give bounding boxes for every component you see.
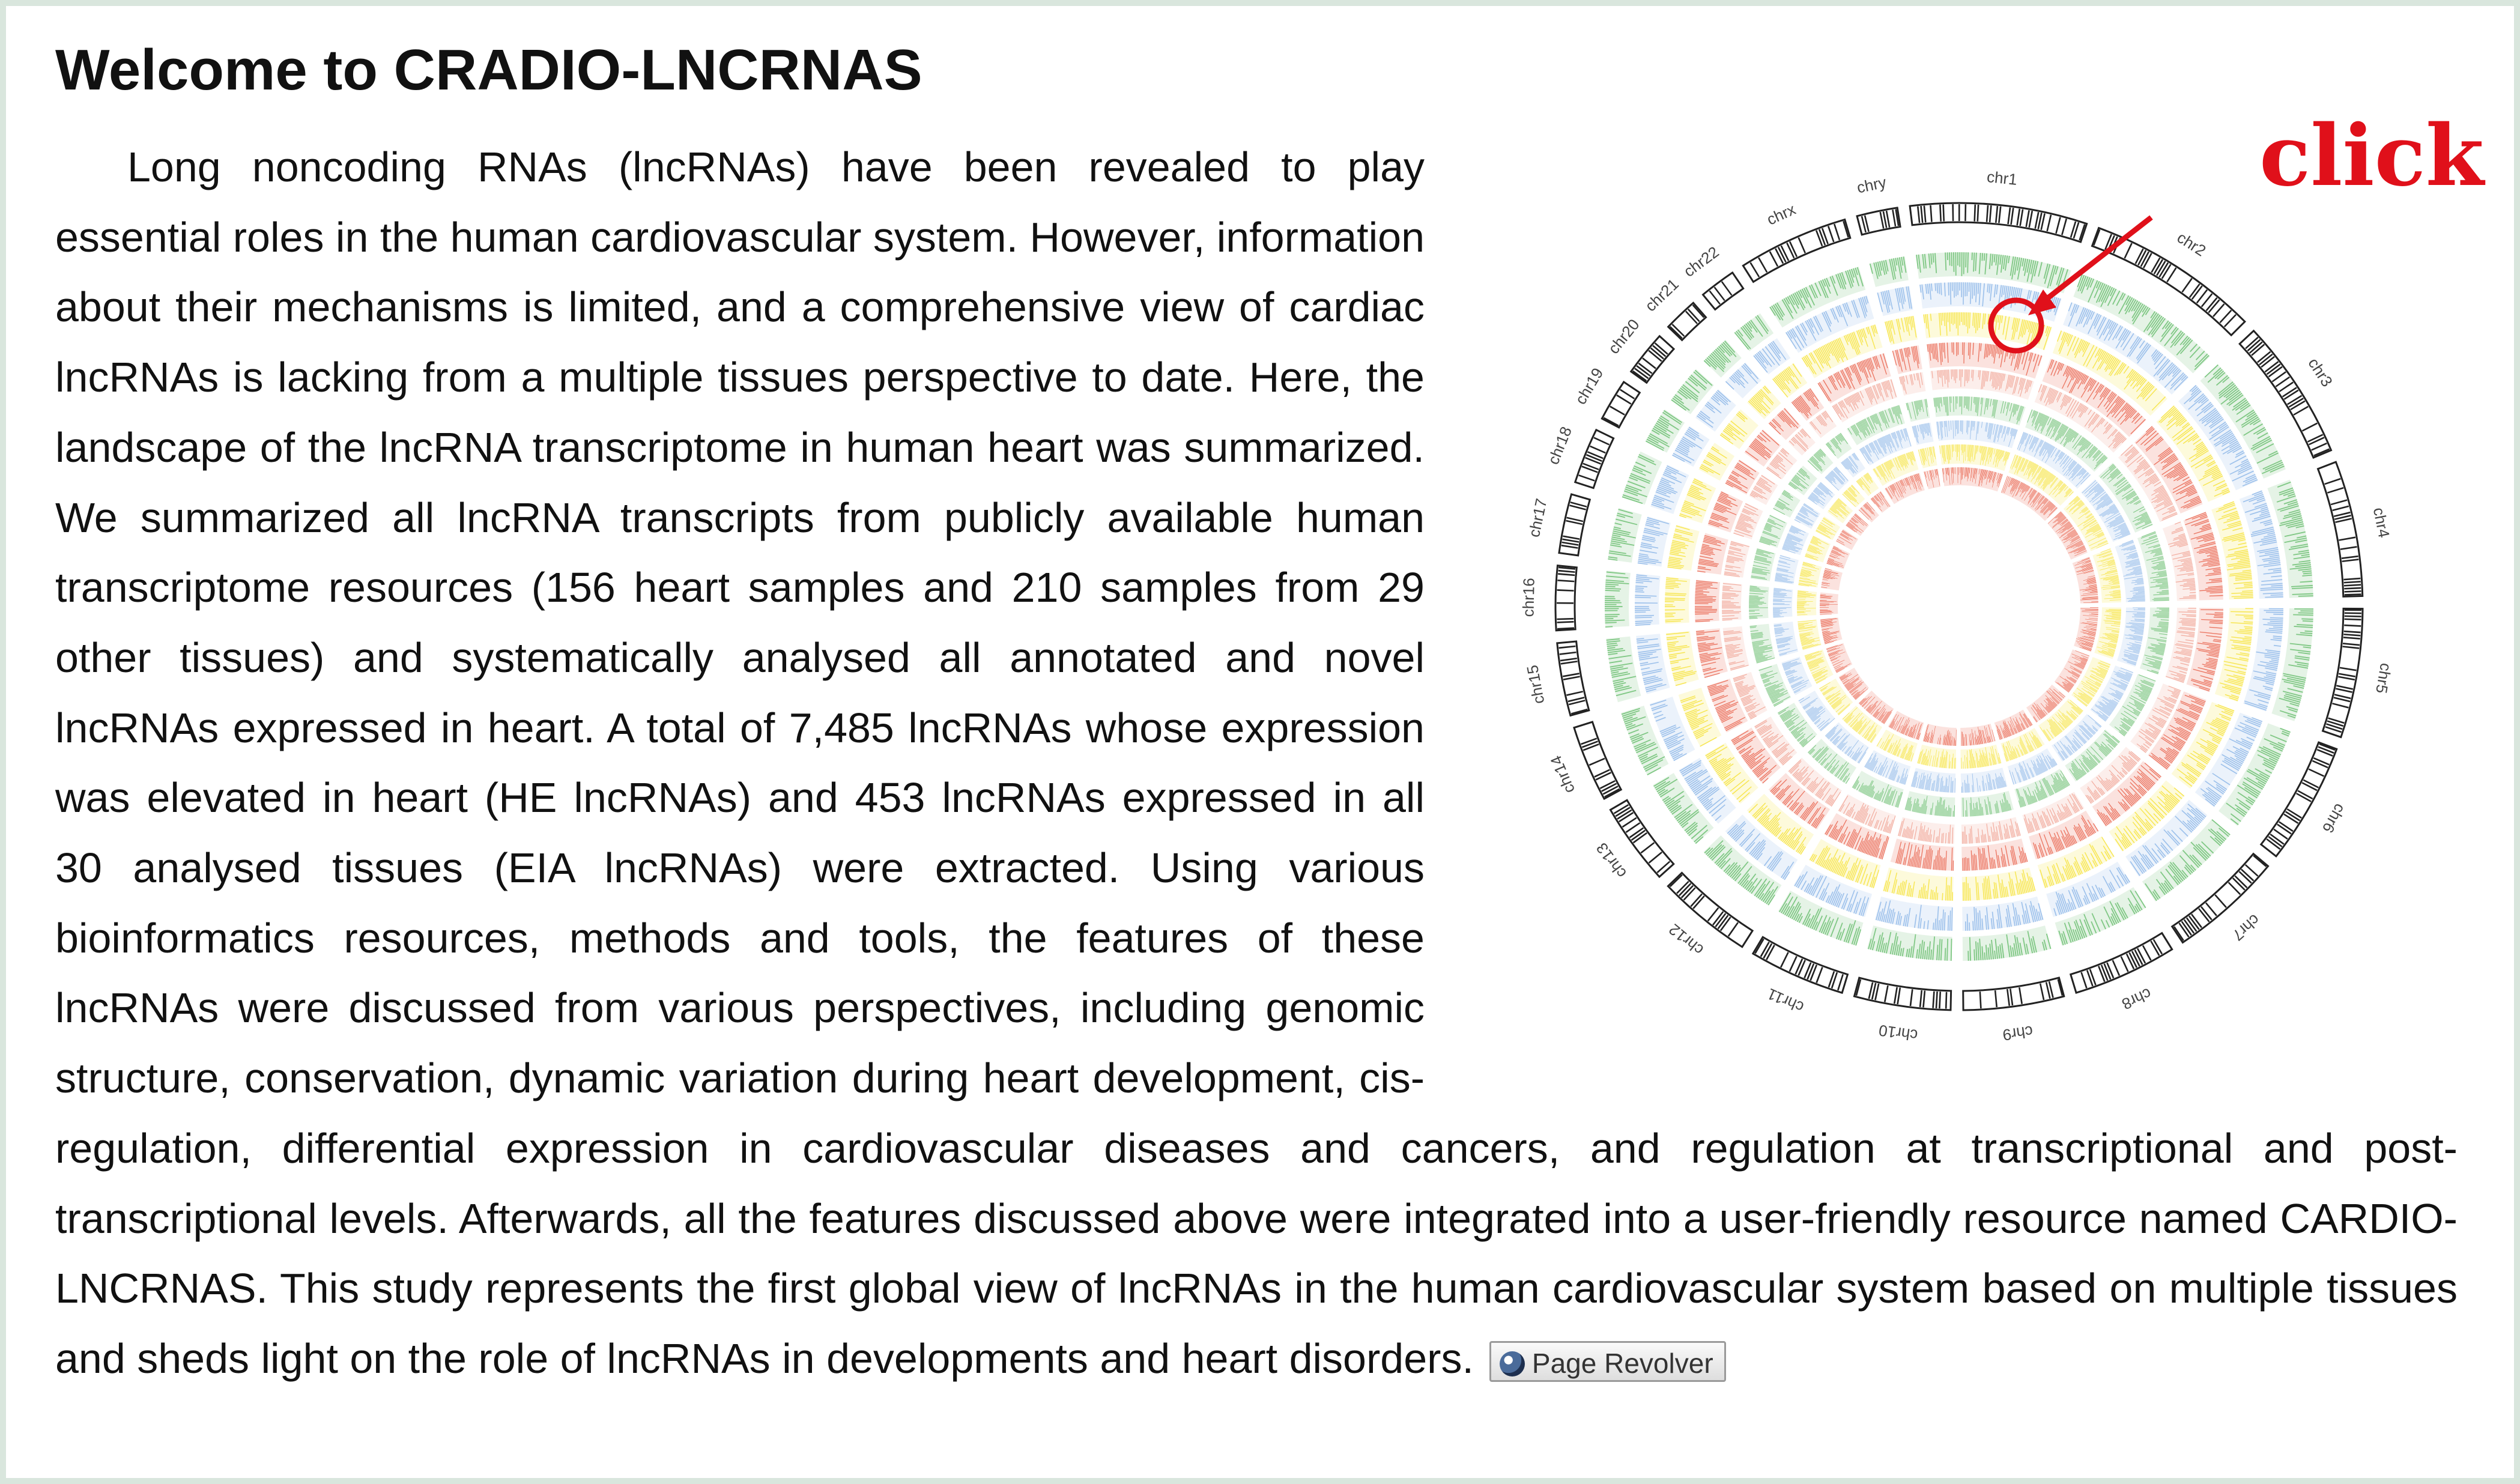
track-signal — [1952, 282, 1953, 291]
track-signal — [1957, 312, 1958, 335]
track-signal — [1959, 312, 1960, 326]
track-signal — [1959, 252, 1960, 267]
intro-paragraph — [55, 107, 2484, 1394]
track-signal — [1958, 467, 1959, 475]
track-signal — [1961, 312, 1962, 322]
track-signal — [1956, 312, 1957, 329]
track-signal — [1960, 420, 1961, 431]
track-signal — [1958, 444, 1959, 452]
track-signal — [1959, 396, 1960, 407]
circos-tracks — [1605, 252, 2313, 961]
track-signal — [2246, 608, 2253, 610]
page-title: Welcome to CRADIO-LNCRNAS — [55, 38, 922, 102]
track-signal — [2090, 607, 2098, 608]
track-signal — [1957, 282, 1958, 295]
track-signal — [1955, 282, 1957, 296]
track-signal — [1956, 342, 1957, 356]
track-signal — [2138, 608, 2145, 609]
track-signal — [2269, 608, 2283, 610]
track-signal — [2300, 610, 2313, 611]
track-signal — [1957, 252, 1958, 265]
track-signal — [1959, 369, 1960, 381]
track-signal — [1959, 282, 1960, 291]
track-signal — [1960, 396, 1961, 407]
track-signal — [1961, 787, 1962, 793]
circos-plot[interactable] — [1443, 132, 2476, 1063]
track-signal — [1965, 921, 1966, 931]
track-signal — [2294, 608, 2313, 610]
circos-figure — [1443, 107, 2484, 1063]
track-signal — [1962, 369, 1963, 377]
track-signal — [1961, 282, 1962, 297]
track-signal — [1959, 444, 1960, 461]
